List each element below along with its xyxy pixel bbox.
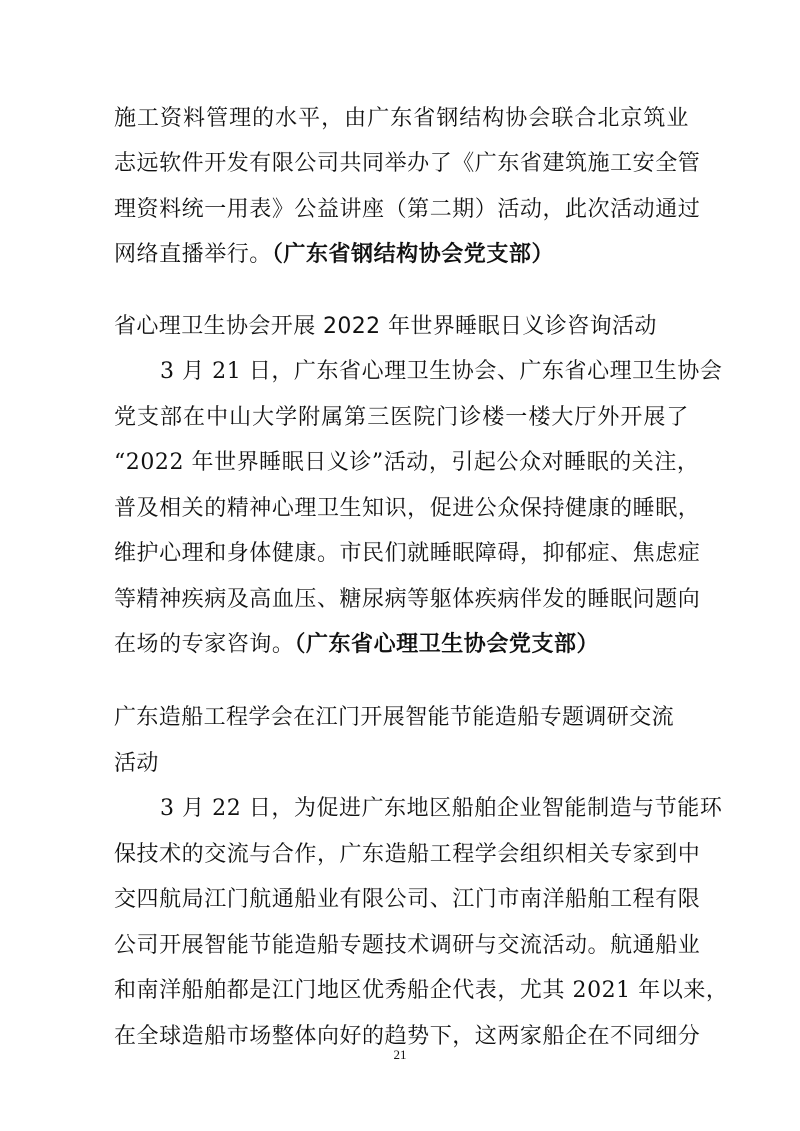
page-number: 21 — [393, 1047, 407, 1062]
paragraph-line: 在全球造船市场整体向好的趋势下，这两家船企在不同细分 — [114, 1024, 701, 1049]
paragraph-line: “2022 年世界睡眠日义诊”活动，引起公众对睡眠的关注， — [114, 450, 700, 475]
paragraph-line: 施工资料管理的水平，由广东省钢结构协会联合北京筑业 — [114, 106, 689, 131]
paragraph-line: 普及相关的精神心理卫生知识，促进公众保持健康的睡眠， — [114, 496, 701, 521]
source-attribution: （广东省钢结构协会党支部） — [271, 242, 555, 267]
paragraph-line: 保技术的交流与合作，广东造船工程学会组织相关专家到中 — [114, 842, 701, 867]
paragraph-line: 公司开展智能节能造船专题技术调研与交流活动。航通船业 — [114, 933, 701, 958]
paragraph-line: 交四航局江门航通船业有限公司、江门市南洋船舶工程有限 — [114, 887, 701, 912]
paragraph-last-line — [114, 630, 689, 660]
paragraph-last-line — [114, 240, 689, 270]
paragraph-line: 维护心理和身体健康。市民们就睡眠障碍，抑郁症、焦虑症 — [114, 541, 701, 566]
paragraph-line: 和南洋船舶都是江门地区优秀船企代表，尤其 2021 年以来， — [114, 978, 729, 1003]
paragraph-line: 志远软件开发有限公司共同举办了《广东省建筑施工安全管 — [114, 151, 701, 176]
article-heading: 省心理卫生协会开展 2022 年世界睡眠日义诊咨询活动 — [114, 314, 657, 339]
paragraph-line: 3 月 21 日，广东省心理卫生协会、广东省心理卫生协会 — [160, 359, 723, 384]
paragraph-text: 在场的专家咨询。 — [114, 632, 295, 657]
paragraph-line: 等精神疾病及高血压、糖尿病等躯体疾病伴发的睡眠问题向 — [114, 587, 701, 612]
paragraph-line: 3 月 22 日，为促进广东地区船舶企业智能制造与节能环 — [160, 796, 723, 821]
article-heading-continued: 活动 — [114, 751, 159, 776]
source-attribution: （广东省心理卫生协会党支部） — [294, 632, 600, 657]
paragraph-line: 党支部在中山大学附属第三医院门诊楼一楼大厅外开展了 — [114, 405, 689, 430]
paragraph-line: 理资料统一用表》公益讲座（第二期）活动，此次活动通过 — [114, 197, 701, 222]
article-heading: 广东造船工程学会在江门开展智能节能造船专题调研交流 — [114, 705, 675, 730]
paragraph-text: 网络直播举行。 — [114, 242, 272, 267]
